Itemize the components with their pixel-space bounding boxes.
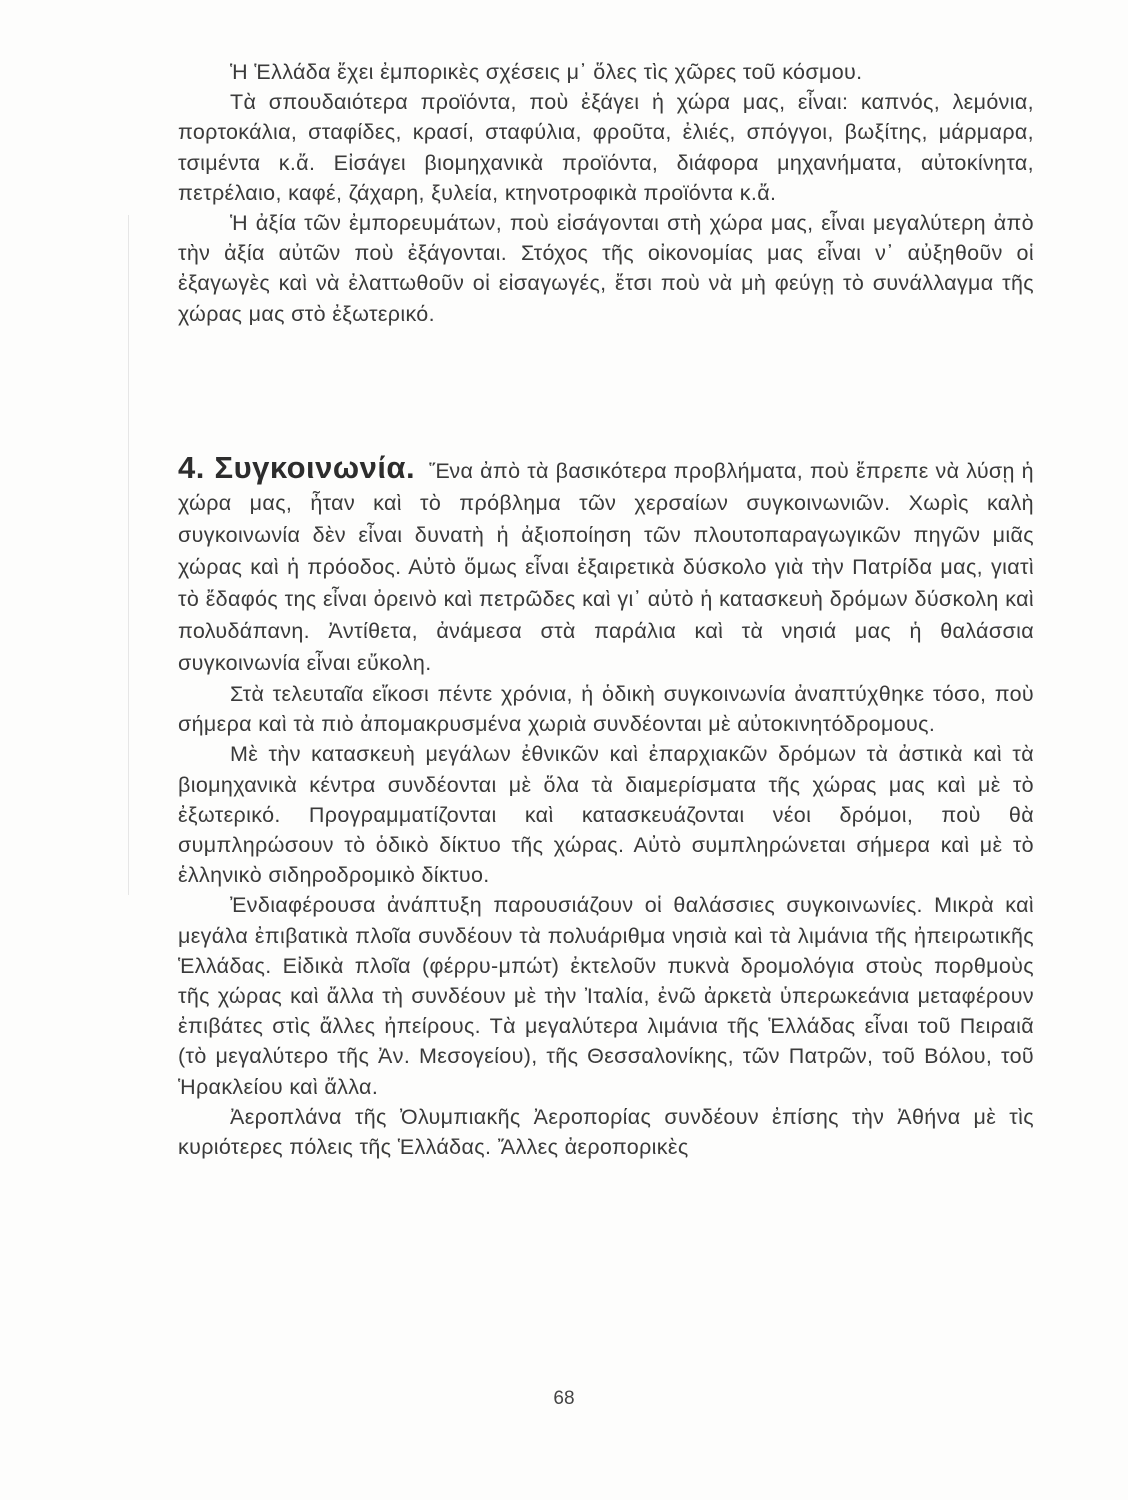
paragraph-sea-transport: Ἐνδιαφέρουσα ἀνάπτυξη παρουσιάζουν οἱ θαλάσσιες συγκοινωνίες. Μικρὰ καὶ μεγάλα ἐπιβατικὰ πλοῖα συνδέουν τὰ πολυάριθμα νησιὰ καὶ τὰ λιμάνια τῆς ἠπειρωτικῆς Ἑλλάδας. Εἰδικὰ πλοῖα (φέρρυ-μπώτ) ἐκτελοῦν πυκνὰ δρομολόγια στοὺς πορθμοὺς τῆς χώρας καὶ ἄλλα τὴ συνδέουν μὲ τὴν Ἰταλία, ἐνῶ ἀρκετὰ ὑπερωκεάνια μεταφέρουν ἐπιβάτες στὶς ἄλλες ἠπείρους. Τὰ μεγαλύτερα λιμάνια τῆς Ἑλλάδας εἶναι τοῦ Πειραιᾶ (τὸ μεγαλύτερο τῆς Ἀν. Μεσογείου), τῆς Θεσσαλονίκης, τῶν Πατρῶν, τοῦ Βόλου, τοῦ Ἡρακλείου καὶ ἄλλα. [178,893,1034,1099]
page-number: 68 [553,1388,575,1409]
transport-section [178,452,1034,1162]
trade-section [178,57,1034,329]
paragraph-road-development: Στὰ τελευταῖα εἴκοσι πέντε χρόνια, ἡ ὁδικὴ συγκοινωνία ἀναπτύχθηκε τόσο, ποὺ σήμερα καὶ τὰ πιὸ ἀπομακρυσμένα χωριὰ συνδέονται μὲ αὐτοκινητόδρομους. [178,682,1034,737]
paragraph-trade-balance: Ἡ ἀξία τῶν ἐμπορευμάτων, ποὺ εἰσάγονται στὴ χώρα μας, εἶναι μεγαλύτερη ἀπὸ τὴν ἀξία αὐτῶν ποὺ ἐξάγονται. Στόχος τῆς οἰκονομίας μας εἶναι ν᾽ αὐξηθοῦν οἱ ἐξαγωγὲς καὶ νὰ ἐλαττωθοῦν οἱ εἰσαγωγές, ἔτσι ποὺ νὰ μὴ φεύγῃ τὸ συνάλλαγμα τῆς χώρας μας στὸ ἐξωτερικό. [178,211,1034,326]
paragraph-national-roads: Μὲ τὴν κατασκευὴ μεγάλων ἐθνικῶν καὶ ἐπαρχιακῶν δρόμων τὰ ἀστικὰ καὶ τὰ βιομηχανικὰ κέντρα συνδέονται μὲ ὅλα τὰ διαμερίσματα τῆς χώρας μας καὶ μὲ τὸ ἐξωτερικό. Προγραμματίζονται καὶ κατασκευάζονται νέοι δρόμοι, ποὺ θὰ συμπληρώσουν τὸ ὁδικὸ δίκτυο τῆς χώρας. Αὐτὸ συμπληρώνεται σήμερα καὶ μὲ τὸ ἑλληνικὸ σιδηροδρομικὸ δίκτυο. [178,742,1034,888]
paragraph-trade-relations: Ἡ Ἑλλάδα ἔχει ἐμπορικὲς σχέσεις μ᾽ ὅλες τὶς χῶρες τοῦ κόσμου. [230,60,863,84]
scan-margin-line [128,215,129,895]
section-intro-paragraph [178,452,1034,679]
paragraph-air-transport: Ἀεροπλάνα τῆς Ὀλυμπιακῆς Ἀεροπορίας συνδέουν ἐπίσης τὴν Ἀθήνα μὲ τὶς κυριότερες πόλεις τῆς Ἑλλάδας. Ἄλλες ἀεροπορικὲς [178,1104,1034,1160]
section-intro-text: Ἕνα ἀπὸ τὰ βασικότερα προβλήματα, ποὺ ἔπρεπε νὰ λύσῃ ἡ χώρα μας, ἦταν καὶ τὸ πρόβλημα τῶν χερσαίων συγκοινωνιῶν. Χωρὶς καλὴ συγκοινωνία δὲν εἶναι δυνατὴ ἡ ἀξιοποίηση τῶν πλουτοπαραγωγικῶν πηγῶν μιᾶς χώρας καὶ ἡ πρόοδος. Αὐτὸ ὅμως εἶναι ἐξαιρετικὰ δύσκολο γιὰ τὴν Πατρίδα μας, γιατὶ τὸ ἔδαφός της εἶναι ὀρεινὸ καὶ πετρῶδες καὶ γι᾽ αὐτὸ ἡ κατασκευὴ δρόμων δύσκολη καὶ πολυδάπανη. Ἀντίθετα, ἀνάμεσα στὰ παράλια καὶ τὰ νησιά μας ἡ θαλάσσια συγκοινωνία εἶναι εὔκολη. [178,459,1034,675]
paragraph-exports-imports: Τὰ σπουδαιότερα προϊόντα, ποὺ ἐξάγει ἡ χώρα μας, εἶναι: καπνός, λεμόνια, πορτοκάλια, σταφίδες, κρασί, σταφύλια, φροῦτα, ἐλιές, σπόγγοι, βωξίτης, μάρμαρα, τσιμέντα κ.ἄ. Εἰσάγει βιομηχανικὰ προϊόντα, διάφορα μηχανήματα, αὐτοκίνητα, πετρέλαιο, καφέ, ζάχαρη, ξυλεία, κτηνοτροφικὰ προϊόντα κ.ἄ. [178,90,1034,205]
section-heading: 4. Συγκοινωνία. [178,450,416,485]
